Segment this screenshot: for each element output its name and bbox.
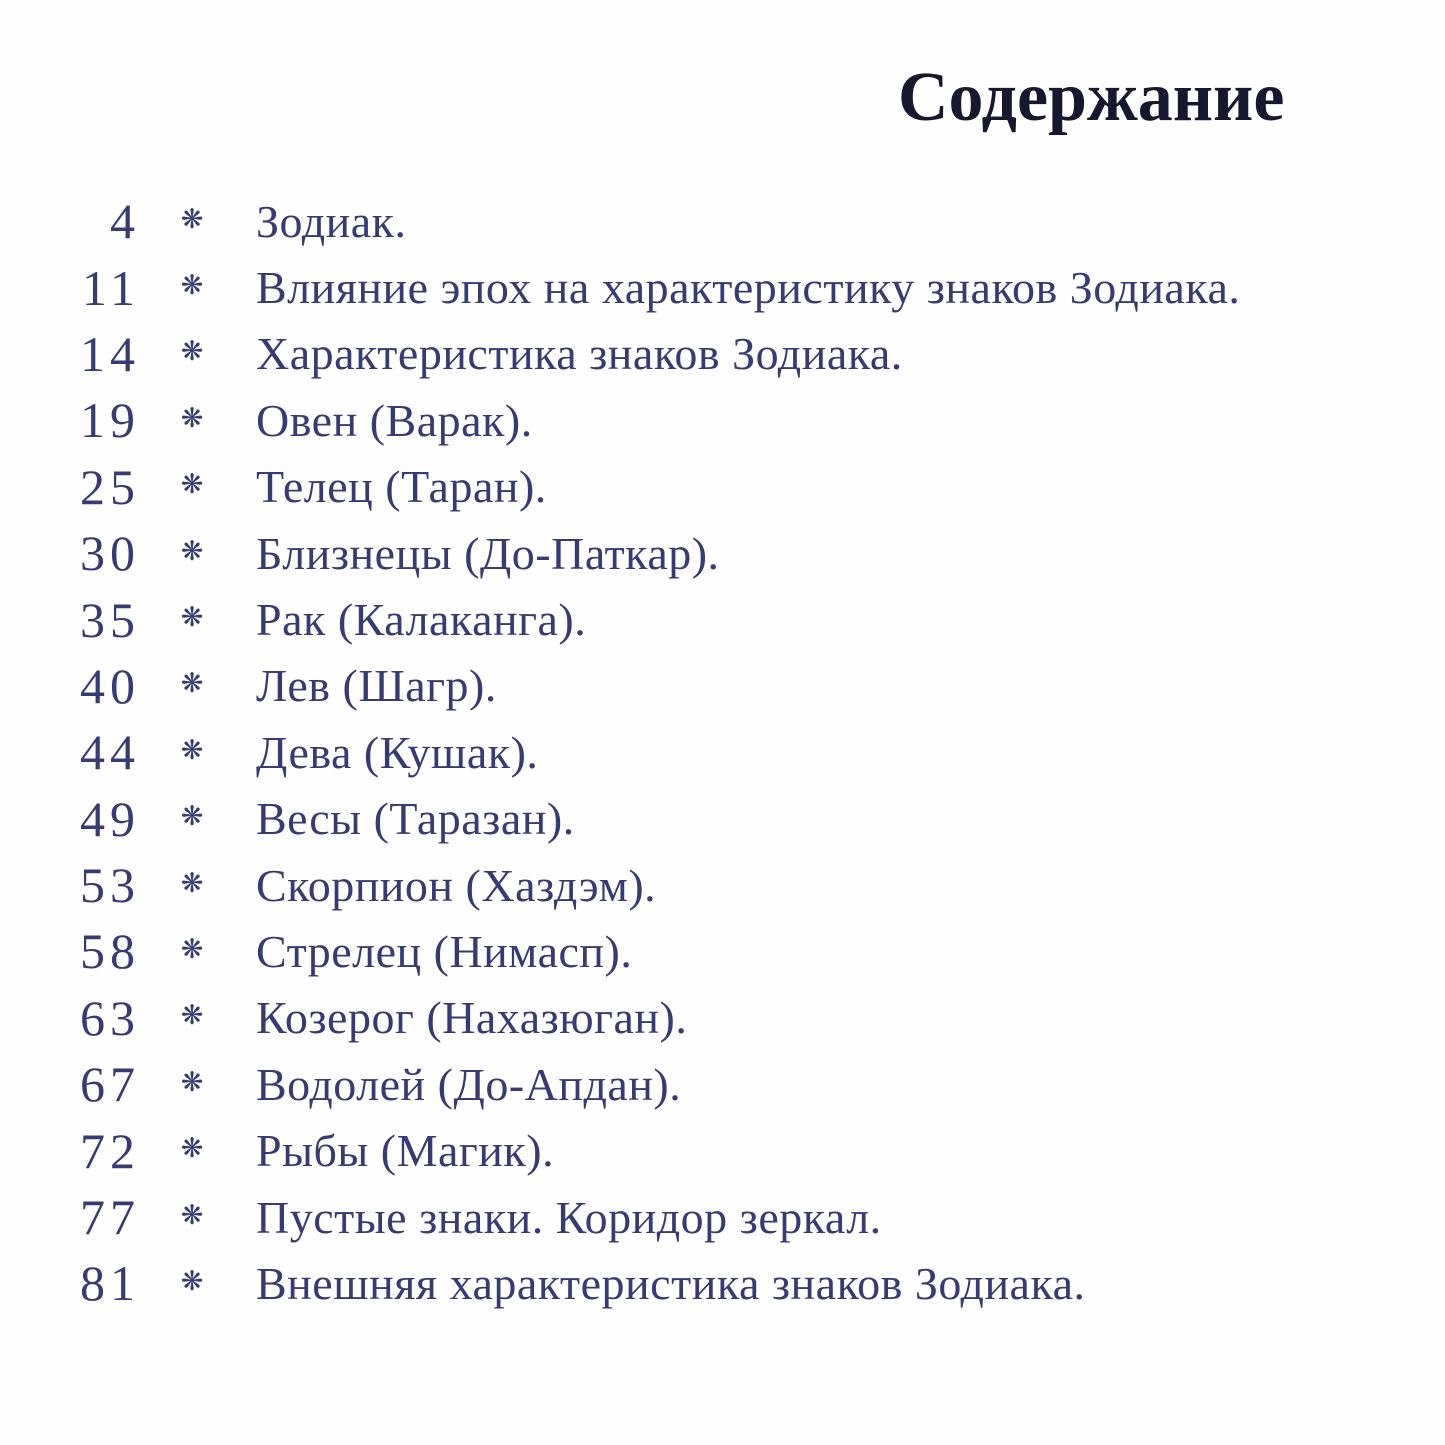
page-number: 14 <box>80 325 140 382</box>
asterisk-bullet-icon: ❋ <box>180 867 204 899</box>
page-number: 30 <box>80 525 140 582</box>
asterisk-bullet-icon: ❋ <box>180 1265 204 1297</box>
entry-title: Внешняя характеристика знаков Зодиака. <box>256 1257 1086 1309</box>
toc-entry <box>0 188 1445 254</box>
asterisk-bullet-icon: ❋ <box>180 933 204 965</box>
asterisk-bullet-icon: ❋ <box>180 535 204 567</box>
toc-entry <box>0 387 1445 453</box>
toc-entry <box>0 586 1445 652</box>
page-number: 11 <box>81 259 140 316</box>
page-number: 67 <box>80 1056 140 1113</box>
asterisk-bullet-icon: ❋ <box>180 1000 204 1032</box>
entry-title: Овен (Варак). <box>256 394 533 446</box>
entry-title: Скорпион (Хаздэм). <box>256 859 657 911</box>
asterisk-bullet-icon: ❋ <box>180 1133 204 1165</box>
toc-entry <box>0 653 1445 719</box>
entry-title: Водолей (До-Апдан). <box>256 1058 682 1110</box>
toc-entry <box>0 1184 1445 1250</box>
toc-list <box>0 188 1445 1317</box>
toc-entry <box>0 918 1445 984</box>
toc-entry <box>0 719 1445 785</box>
page-number: 72 <box>80 1122 140 1179</box>
asterisk-bullet-icon: ❋ <box>180 402 204 434</box>
asterisk-bullet-icon: ❋ <box>180 668 204 700</box>
toc-entry <box>0 786 1445 852</box>
page-number: 19 <box>80 392 140 449</box>
entry-title: Телец (Таран). <box>256 461 547 513</box>
toc-entry <box>0 454 1445 520</box>
page-number: 25 <box>80 458 140 515</box>
entry-title: Рыбы (Магик). <box>256 1125 555 1177</box>
page-number: 77 <box>80 1189 140 1246</box>
asterisk-bullet-icon: ❋ <box>180 1066 204 1098</box>
entry-title: Дева (Кушак). <box>256 726 539 778</box>
page-number: 35 <box>80 591 140 648</box>
toc-entry <box>0 1051 1445 1117</box>
page-number: 4 <box>110 193 140 250</box>
page-number: 49 <box>80 790 140 847</box>
toc-entry <box>0 1250 1445 1316</box>
page-number: 58 <box>80 923 140 980</box>
asterisk-bullet-icon: ❋ <box>180 336 204 368</box>
entry-title: Зодиак. <box>256 195 407 247</box>
entry-title: Стрелец (Нимасп). <box>256 925 633 977</box>
asterisk-bullet-icon: ❋ <box>180 801 204 833</box>
toc-entry <box>0 254 1445 320</box>
asterisk-bullet-icon: ❋ <box>180 469 204 501</box>
page-number: 81 <box>80 1255 140 1312</box>
asterisk-bullet-icon: ❋ <box>180 734 204 766</box>
page-title: Содержание <box>898 59 1285 136</box>
asterisk-bullet-icon: ❋ <box>180 1199 204 1231</box>
toc-entry <box>0 985 1445 1051</box>
toc-entry <box>0 321 1445 387</box>
asterisk-bullet-icon: ❋ <box>180 270 204 302</box>
toc-entry <box>0 520 1445 586</box>
asterisk-bullet-icon: ❋ <box>180 203 204 235</box>
page-number: 53 <box>80 857 140 914</box>
entry-title: Козерог (Нахазюган). <box>256 992 688 1044</box>
entry-title: Характеристика знаков Зодиака. <box>256 328 903 380</box>
entry-title: Близнецы (До-Паткар). <box>256 527 720 579</box>
entry-title: Лев (Шагр). <box>256 660 497 712</box>
toc-entry <box>0 1117 1445 1183</box>
entry-title: Весы (Таразан). <box>256 793 575 845</box>
entry-title: Рак (Калаканга). <box>256 594 587 646</box>
asterisk-bullet-icon: ❋ <box>180 602 204 634</box>
page-number: 44 <box>80 724 140 781</box>
toc-entry <box>0 852 1445 918</box>
entry-title: Пустые знаки. Коридор зеркал. <box>256 1191 882 1243</box>
entry-title: Влияние эпох на характеристику знаков Зодиака. <box>256 262 1241 314</box>
page-number: 63 <box>80 989 140 1046</box>
page-number: 40 <box>80 657 140 714</box>
